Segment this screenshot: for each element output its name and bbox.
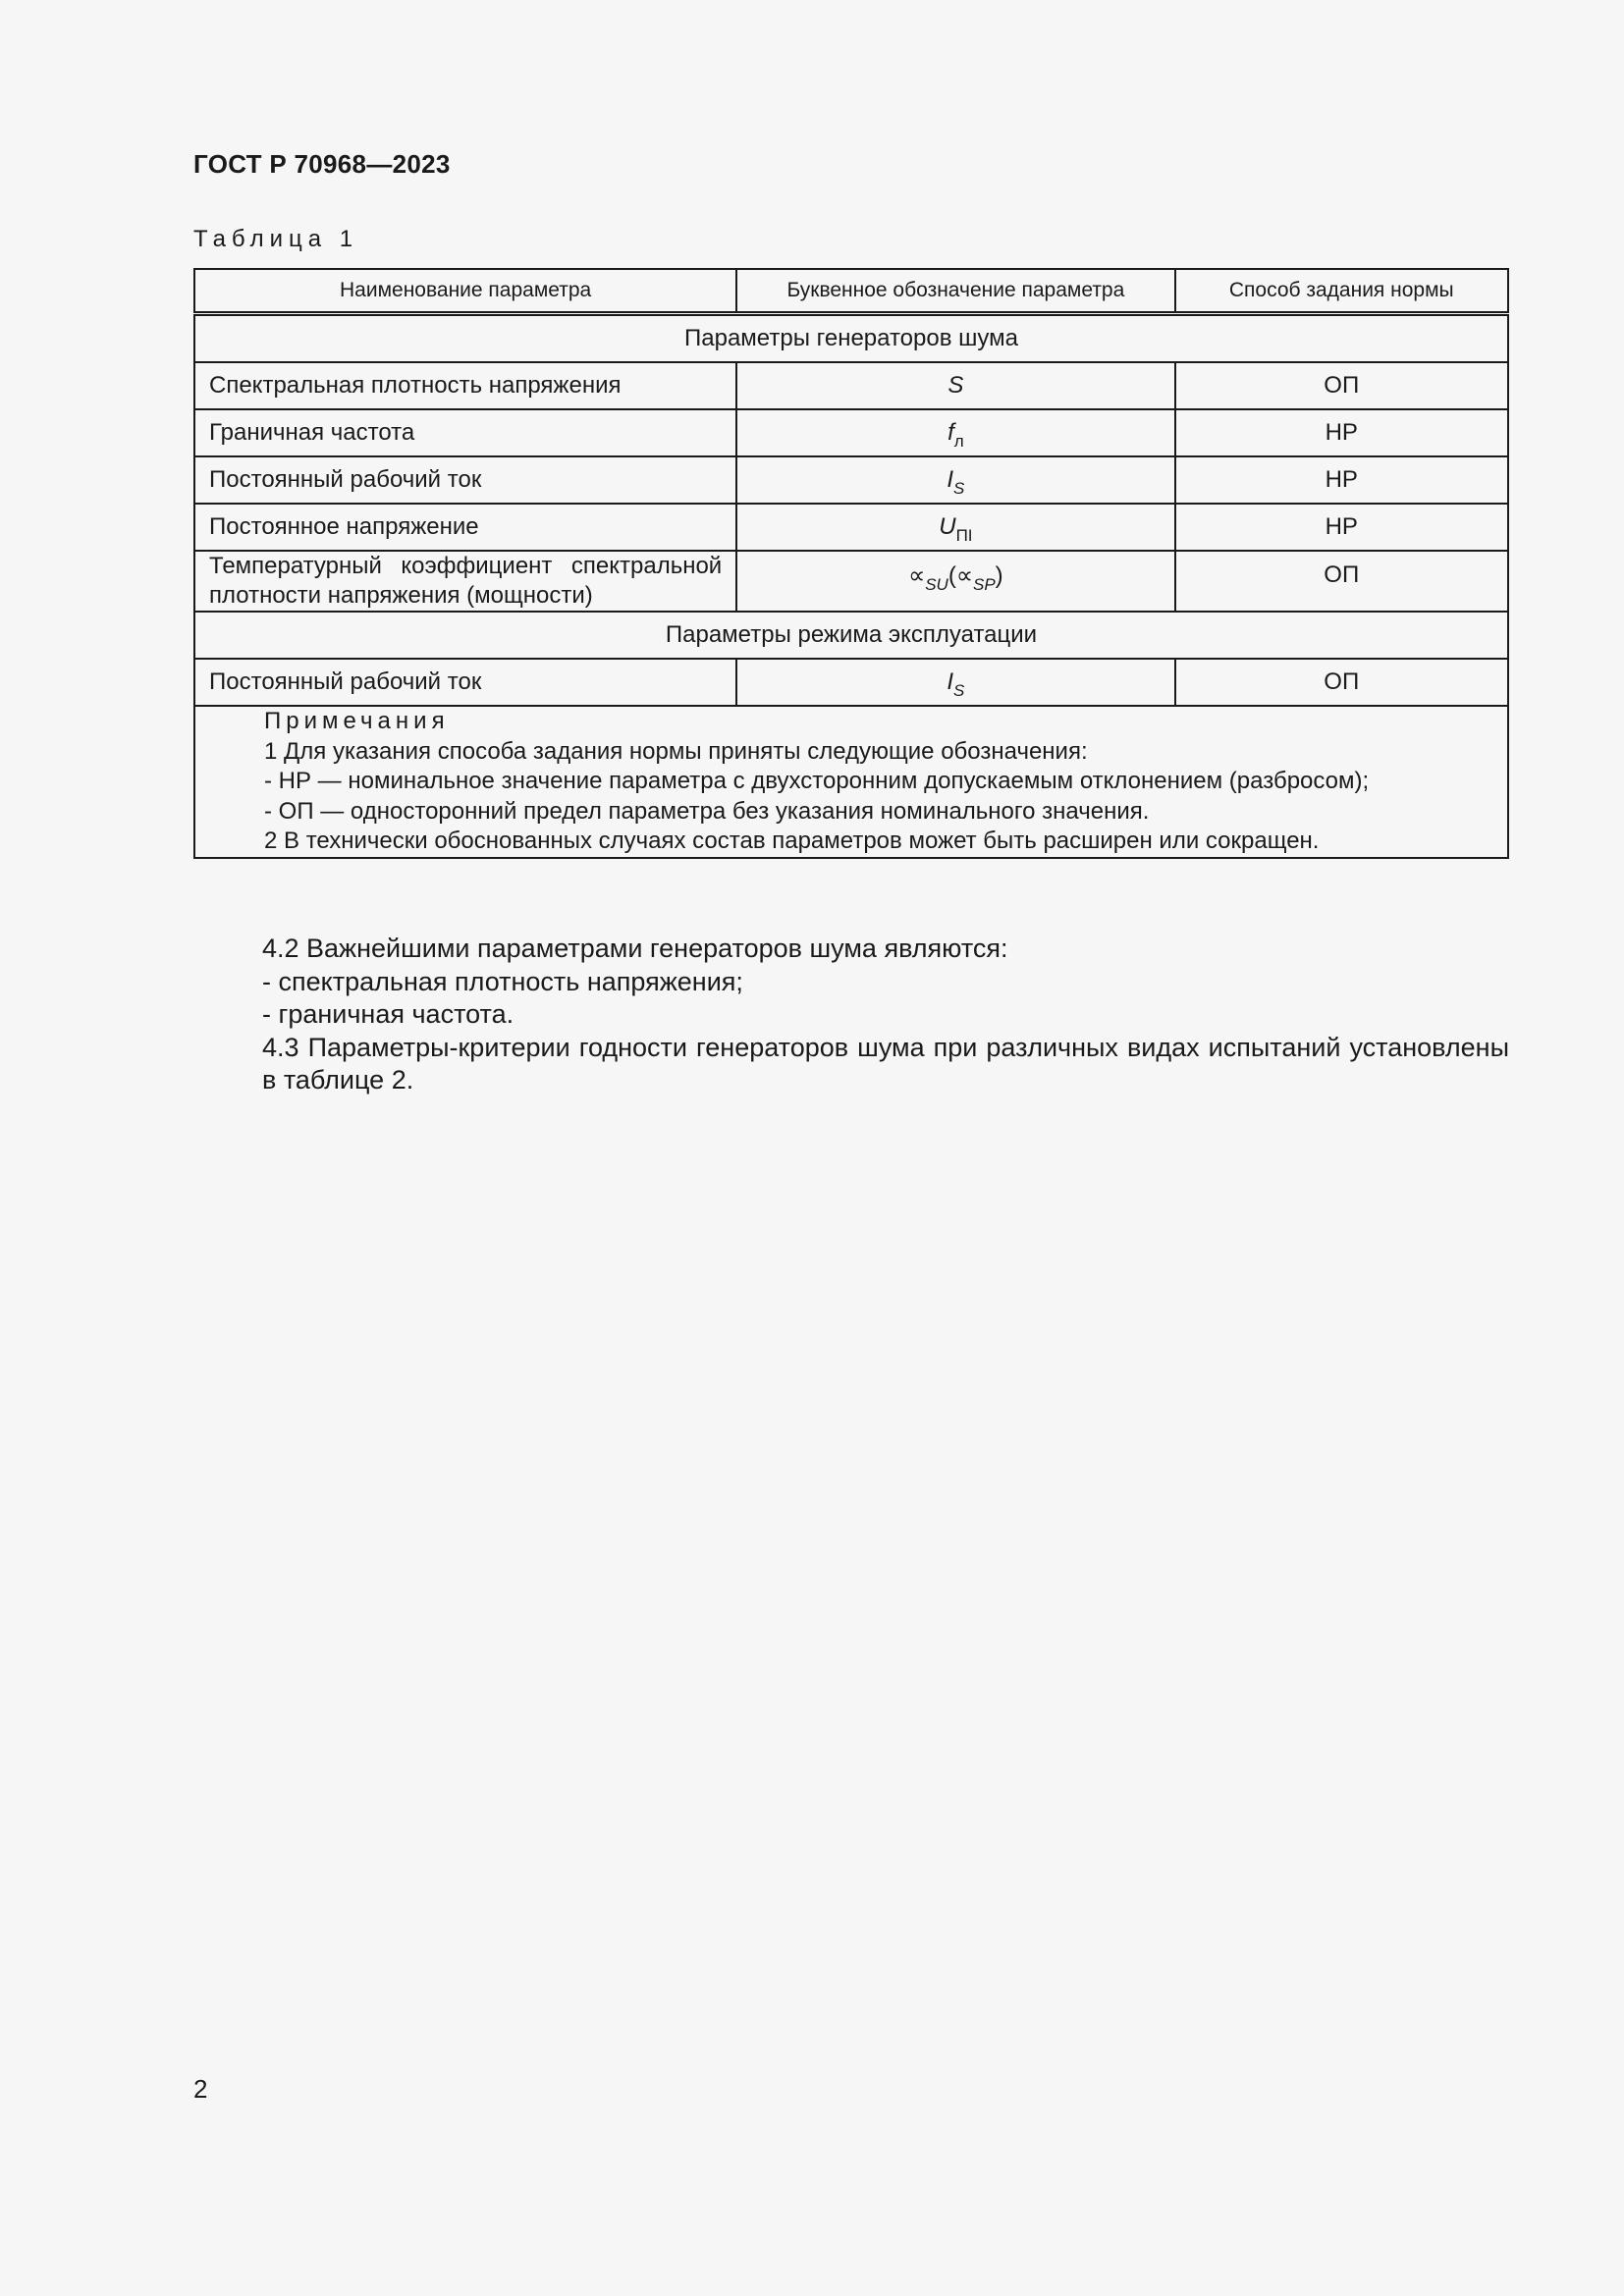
param-method: ОП xyxy=(1175,551,1508,612)
table-row xyxy=(194,409,1508,456)
param-method: ОП xyxy=(1175,659,1508,706)
param-symbol xyxy=(736,659,1174,706)
symbol-subscript: SU xyxy=(925,575,948,594)
column-header-symbol: Буквенное обозначение параметра xyxy=(736,269,1174,314)
param-symbol xyxy=(736,409,1174,456)
column-header-name: Наименование параметра xyxy=(194,269,736,314)
param-method: ОП xyxy=(1175,362,1508,409)
symbol-subscript: S xyxy=(953,681,965,700)
param-name: Постоянный рабочий ток xyxy=(194,659,736,706)
param-name: Постоянное напряжение xyxy=(194,504,736,551)
list-item: - спектральная плотность напряжения; xyxy=(262,966,743,996)
document-header: ГОСТ Р 70968—2023 xyxy=(193,149,451,179)
page-number: 2 xyxy=(193,2074,208,2104)
symbol-main: I xyxy=(947,466,954,493)
table-row xyxy=(194,504,1508,551)
symbol-subscript: S xyxy=(953,479,965,498)
note-line: 1 Для указания способа задания нормы приняты следующие обозначения: xyxy=(264,737,1088,765)
table-row xyxy=(194,659,1508,706)
param-method: НР xyxy=(1175,456,1508,504)
symbol-subscript-2: SP xyxy=(972,575,996,594)
param-symbol xyxy=(736,504,1174,551)
symbol-paren-open: (∝ xyxy=(947,562,973,589)
param-name: Спектральная плотность напряжения xyxy=(194,362,736,409)
table-row xyxy=(194,362,1508,409)
table-notes xyxy=(194,706,1508,858)
table-row xyxy=(194,551,1508,612)
param-name: Постоянный рабочий ток xyxy=(194,456,736,504)
symbol-main: S xyxy=(947,372,964,399)
column-header-method: Способ задания нормы xyxy=(1175,269,1508,314)
section-row xyxy=(194,314,1508,363)
body-text xyxy=(193,933,1509,1097)
table-row xyxy=(194,456,1508,504)
paragraph-4-2: 4.2 Важнейшими параметрами генераторов шума являются: xyxy=(262,934,1008,963)
table-header-row xyxy=(194,269,1508,314)
symbol-main: I xyxy=(947,668,954,695)
symbol-subscript: л xyxy=(953,432,964,451)
notes-row xyxy=(194,706,1508,858)
paragraph-4-3: 4.3 Параметры-критерии годности генераторов шума при различных видах испытаний установлены в таблице 2. xyxy=(262,1032,1509,1095)
list-item: - граничная частота. xyxy=(262,999,514,1029)
param-symbol xyxy=(736,362,1174,409)
symbol-main: ∝ xyxy=(908,562,926,589)
symbol-main: U xyxy=(939,513,956,540)
section-row xyxy=(194,612,1508,659)
symbol-subscript: ПI xyxy=(955,526,973,545)
section-title-operating-mode: Параметры режима эксплуатации xyxy=(194,612,1508,659)
symbol-paren-close: ) xyxy=(995,562,1003,589)
param-symbol xyxy=(736,456,1174,504)
parameters-table xyxy=(193,268,1509,859)
param-name-text: Температурный коэффициент спектральной плотности напряжения (мощности) xyxy=(209,553,723,609)
param-symbol xyxy=(736,551,1174,612)
notes-title: Примечания xyxy=(264,708,450,734)
param-name: Граничная частота xyxy=(194,409,736,456)
note-line: 2 В технически обоснованных случаях состав параметров может быть расширен или сокращен. xyxy=(264,828,1320,854)
param-name xyxy=(194,551,736,612)
symbol-main: f xyxy=(947,419,954,446)
table-caption: Таблица 1 xyxy=(193,226,359,252)
param-method: НР xyxy=(1175,504,1508,551)
note-line: - НР — номинальное значение параметра с двухсторонним допускаемым отклонением (разбросом); xyxy=(264,768,1370,794)
note-line: - ОП — односторонний предел параметра без указания номинального значения. xyxy=(264,797,1150,825)
param-method: НР xyxy=(1175,409,1508,456)
section-title-noise-generators: Параметры генераторов шума xyxy=(194,314,1508,363)
